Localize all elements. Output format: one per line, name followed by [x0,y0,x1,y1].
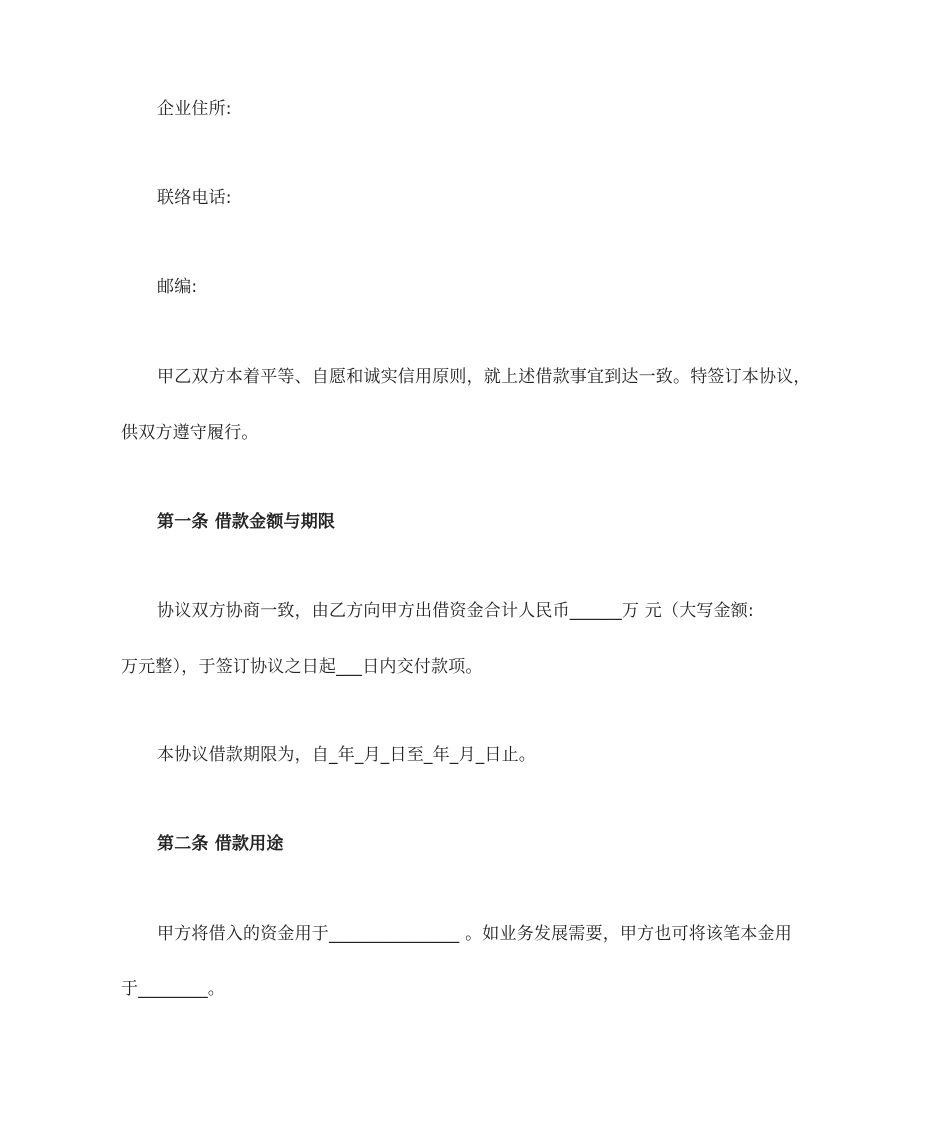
article-2-heading: 第二条 借款用途 [157,834,284,854]
preamble-line-1: 甲乙双方本着平等、自愿和诚实信用原则，就上述借款事宜到达一致。特签订本协议， [157,367,811,387]
article-1-heading: 第一条 借款金额与期限 [157,512,336,532]
article-1-paragraph-1-line-2: 万元整），于签订协议之日起___日内交付款项。 [121,657,483,677]
article-2-paragraph-1-line-1: 甲方将借入的资金用于_______________ 。如业务发展需要，甲方也可将该笔本金用 [157,924,792,944]
address-label: 企业住所: [157,99,232,119]
article-1-paragraph-2: 本协议借款期限为，自_年_月_日至_年_月_日止。 [157,745,536,765]
article-2-paragraph-1-line-2: 于________。 [121,979,225,999]
preamble-line-2: 供双方遵守履行。 [121,423,259,443]
phone-label: 联络电话: [157,188,232,208]
article-1-paragraph-1-line-1: 协议双方协商一致，由乙方向甲方出借资金合计人民币______万 元（大写金额: [157,601,754,621]
postcode-label: 邮编: [157,277,198,297]
